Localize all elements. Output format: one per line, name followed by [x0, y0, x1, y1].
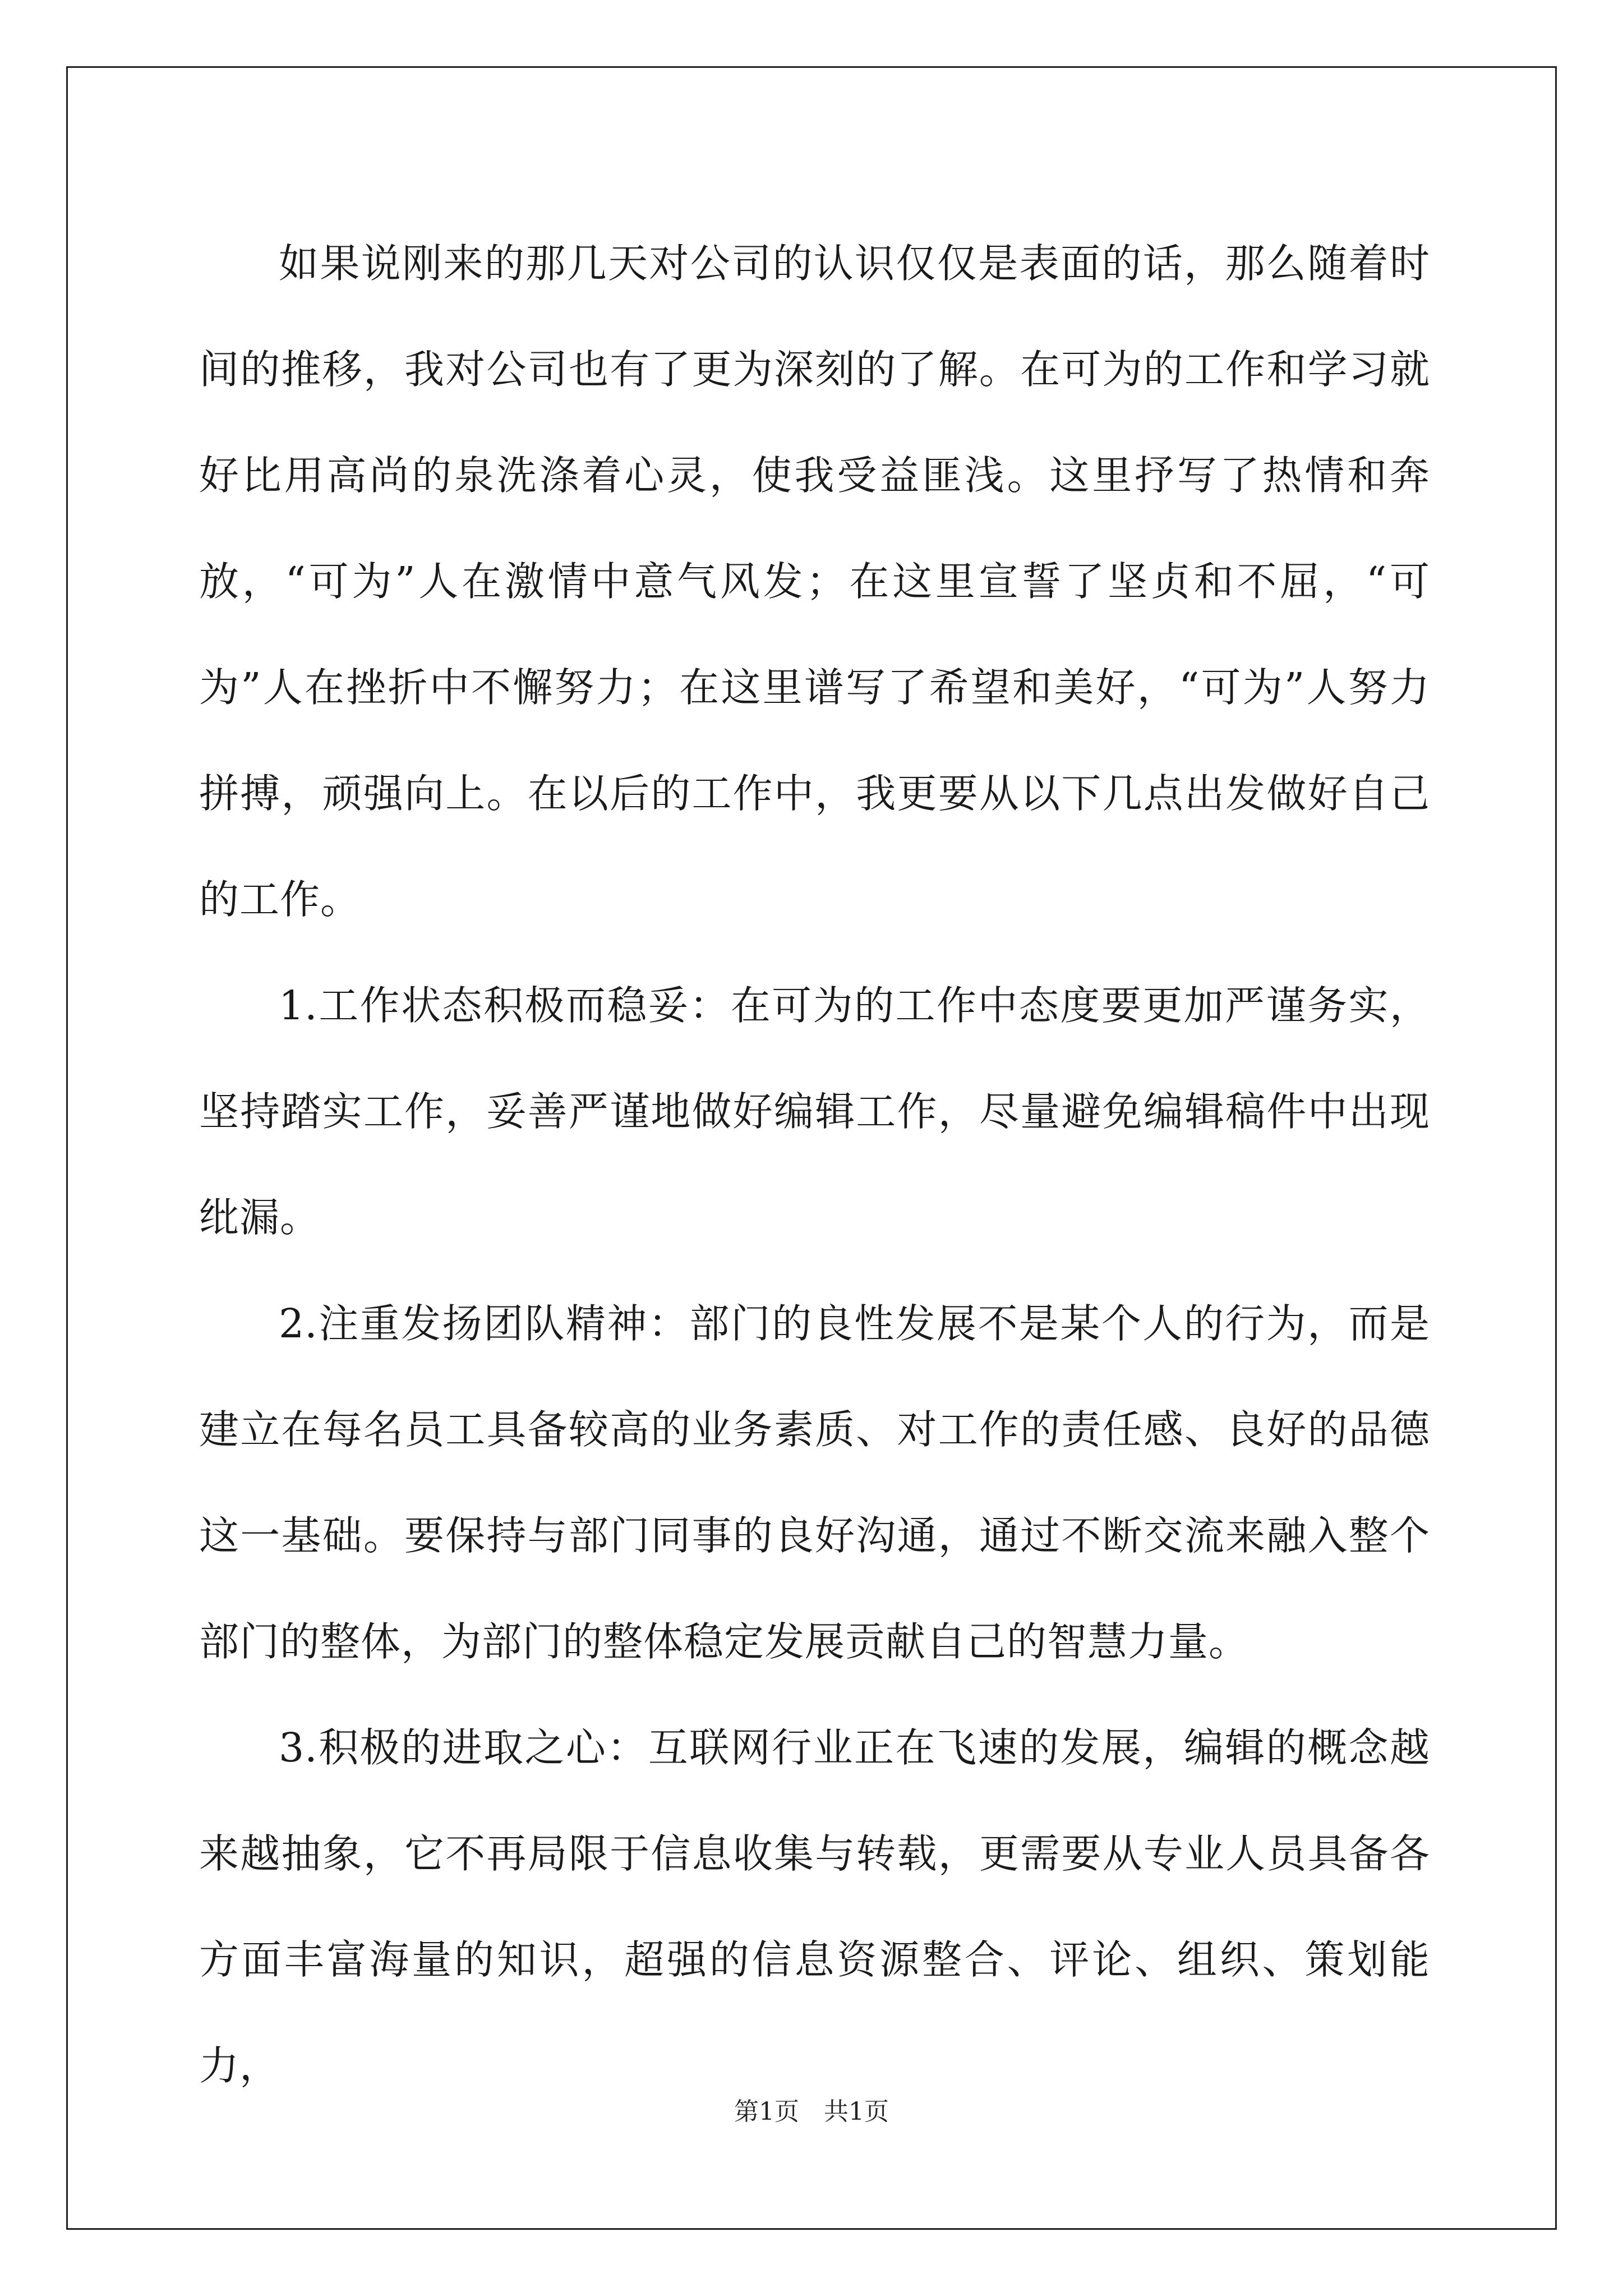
paragraph-point-2: 2.注重发扬团队精神：部门的良性发展不是某个人的行为，而是建立在每名员工具备较高的业务素质、对工作的责任感、良好的品德这一基础。要保持与部门同事的良好沟通，通过不断交流来融入整个部门的整体，为部门的整体稳定发展贡献自己的智慧力量。 — [199, 1300, 1430, 1665]
paragraph-point-3: 3.积极的进取之心：互联网行业正在飞速的发展，编辑的概念越来越抽象，它不再局限于信息收集与转载，更需要从专业人员具备各方面丰富海量的知识，超强的信息资源整合、评论、组织、策划能力， — [199, 1724, 1430, 2089]
paragraph-intro: 如果说刚来的那几天对公司的认识仅仅是表面的话，那么随着时间的推移，我对公司也有了更为深刻的了解。在可为的工作和学习就好比用高尚的泉洗涤着心灵，使我受益匪浅。这里抒写了热情和奔放，“可为”人在激情中意气风发；在这里宣誓了坚贞和不屈，“可为”人在挫折中不懈努力；在这里谱写了希望和美好，“可为”人努力拼搏，顽强向上。在以后的工作中，我更要从以下几点出发做好自己的工作。 — [199, 240, 1430, 923]
document-body — [199, 210, 1430, 2119]
paragraph-point-1: 1.工作状态积极而稳妥：在可为的工作中态度要更加严谨务实，坚持踏实工作，妥善严谨地做好编辑工作，尽量避免编辑稿件中出现纰漏。 — [199, 982, 1430, 1241]
page-number-total: 共1页 — [824, 2097, 889, 2126]
page-footer — [0, 2095, 1623, 2129]
page-number-current: 第1页 — [734, 2097, 799, 2126]
